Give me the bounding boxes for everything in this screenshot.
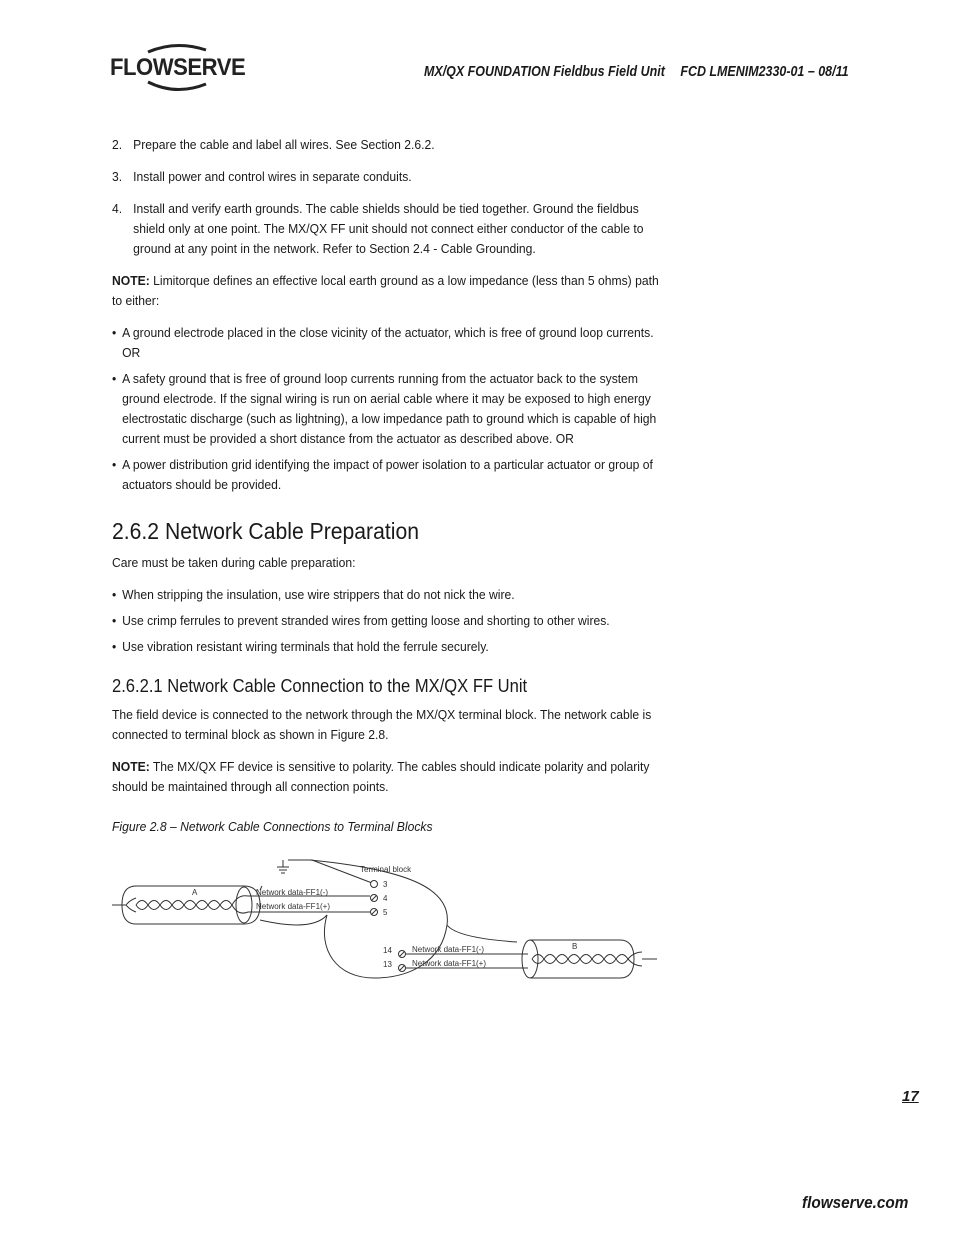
step-item [112,199,664,259]
cable-a [112,886,260,924]
wiring-diagram [112,850,672,990]
note-label: NOTE: [112,273,150,288]
list-item: • Use crimp ferrules to prevent stranded wires from getting loose and shorting to other wires. [112,613,610,628]
list-item-text: A ground electrode placed in the close vicinity of the actuator, which is free of ground loop currents. OR [122,325,654,360]
terminal-screw-icon [371,895,378,902]
wire-neg-label-b: Network data-FF1(-) [412,945,485,954]
main-content [112,135,664,837]
figure-caption: Figure 2.8 – Network Cable Connections to Terminal Blocks [112,819,433,834]
terminal-screw-icon [371,909,378,916]
step-item [112,167,664,187]
note-text: Limitorque defines an effective local earth ground as a low impedance (less than 5 ohms) path to either: [112,273,659,308]
note-ground [112,271,664,311]
cable-a-label: A [192,888,198,897]
terminal-number: 4 [383,894,388,903]
step-number: 3. [112,169,123,184]
list-item-text: A safety ground that is free of ground loop currents running from the actuator back to the system ground electrode. If the signal wiring is run on aerial cable where it may be exposed to high energy electrostatic discharge (such as lightning), a low impedance path to ground which is capable of high current must be provided a short distance from the actuator as described above. OR [122,371,657,446]
note-text: The MX/QX FF device is sensitive to polarity. The cables should indicate polarity and polarity should be maintained through all connection points. [112,759,650,794]
section-intro: Care must be taken during cable preparation: [112,555,356,570]
list-item: • A power distribution grid identifying the impact of power isolation to a particular actuator or group of actuators should be provided. [112,457,653,492]
step-item [112,135,664,155]
document-header [424,64,849,80]
terminal-number: 14 [383,946,392,955]
list-item-text: Use vibration resistant wiring terminals that hold the ferrule securely. [122,639,489,654]
step-text: Prepare the cable and label all wires. See Section 2.6.2. [133,137,435,152]
step-text: Install power and control wires in separate conduits. [133,169,412,184]
logo-text: FLOWSERVE [110,54,246,81]
list-item-text: When stripping the insulation, use wire strippers that do not nick the wire. [122,587,515,602]
terminal-number: 5 [383,908,388,917]
flowserve-logo [110,42,250,92]
content-body [112,135,664,837]
wire-pos-label-b: Network data-FF1(+) [412,959,487,968]
doc-code: FCD LMENIM2330-01 – 08/11 [680,64,849,80]
step-text: Install and verify earth grounds. The cable shields should be tied together. Ground the fieldbus shield only at one point. The MX/QX FF unit should not connect either conductor of the cable to ground at any point in the network. Refer to Section 2.4 - Cable Grounding. [133,201,644,256]
step-number: 2. [112,137,123,152]
terminal-screw-icon [371,881,378,888]
list-item-text: A power distribution grid identifying the impact of power isolation to a particular actuator or group of actuators should be provided. [122,457,653,492]
terminal-number: 3 [383,880,388,889]
list-item: • When stripping the insulation, use wire strippers that do not nick the wire. [112,587,515,602]
wire-neg-label-a: Network data-FF1(-) [256,888,329,897]
note-label: NOTE: [112,759,150,774]
terminal-screw-icon [399,951,406,958]
list-item: • A safety ground that is free of ground loop currents running from the actuator back to the system ground electrode. If the signal wiring is run on aerial cable where it may be exposed to high energy electrostatic discharge (such as lightning), a low impedance path to ground which is capable of high current must be provided a short distance from the actuator as described above. OR [112,371,657,446]
figure-diagram [112,850,672,990]
note-polarity [112,757,664,797]
terminal-block-label: Terminal block [360,865,412,874]
list-item: • Use vibration resistant wiring terminals that hold the ferrule securely. [112,639,489,654]
terminal-screw-icon [399,965,406,972]
page-number: 17 [902,1088,919,1105]
section-heading-262: 2.6.2 Network Cable Preparation [112,518,419,544]
section-paragraph: The field device is connected to the network through the MX/QX terminal block. The network cable is connected to terminal block as shown in Figure 2.8. [112,707,652,742]
list-item: • A ground electrode placed in the close vicinity of the actuator, which is free of ground loop currents. OR [112,325,654,360]
list-item-text: Use crimp ferrules to prevent stranded wires from getting loose and shorting to other wires. [122,613,610,628]
doc-title: MX/QX FOUNDATION Fieldbus Field Unit [424,64,665,80]
website-link[interactable]: flowserve.com [802,1193,909,1212]
terminal-number: 13 [383,960,392,969]
wire-pos-label-a: Network data-FF1(+) [256,902,331,911]
step-number: 4. [112,201,123,216]
cable-b [522,940,657,978]
cable-b-label: B [572,942,578,951]
section-heading-2621: 2.6.2.1 Network Cable Connection to the MX/QX FF Unit [112,676,528,696]
ground-icon [277,860,289,873]
